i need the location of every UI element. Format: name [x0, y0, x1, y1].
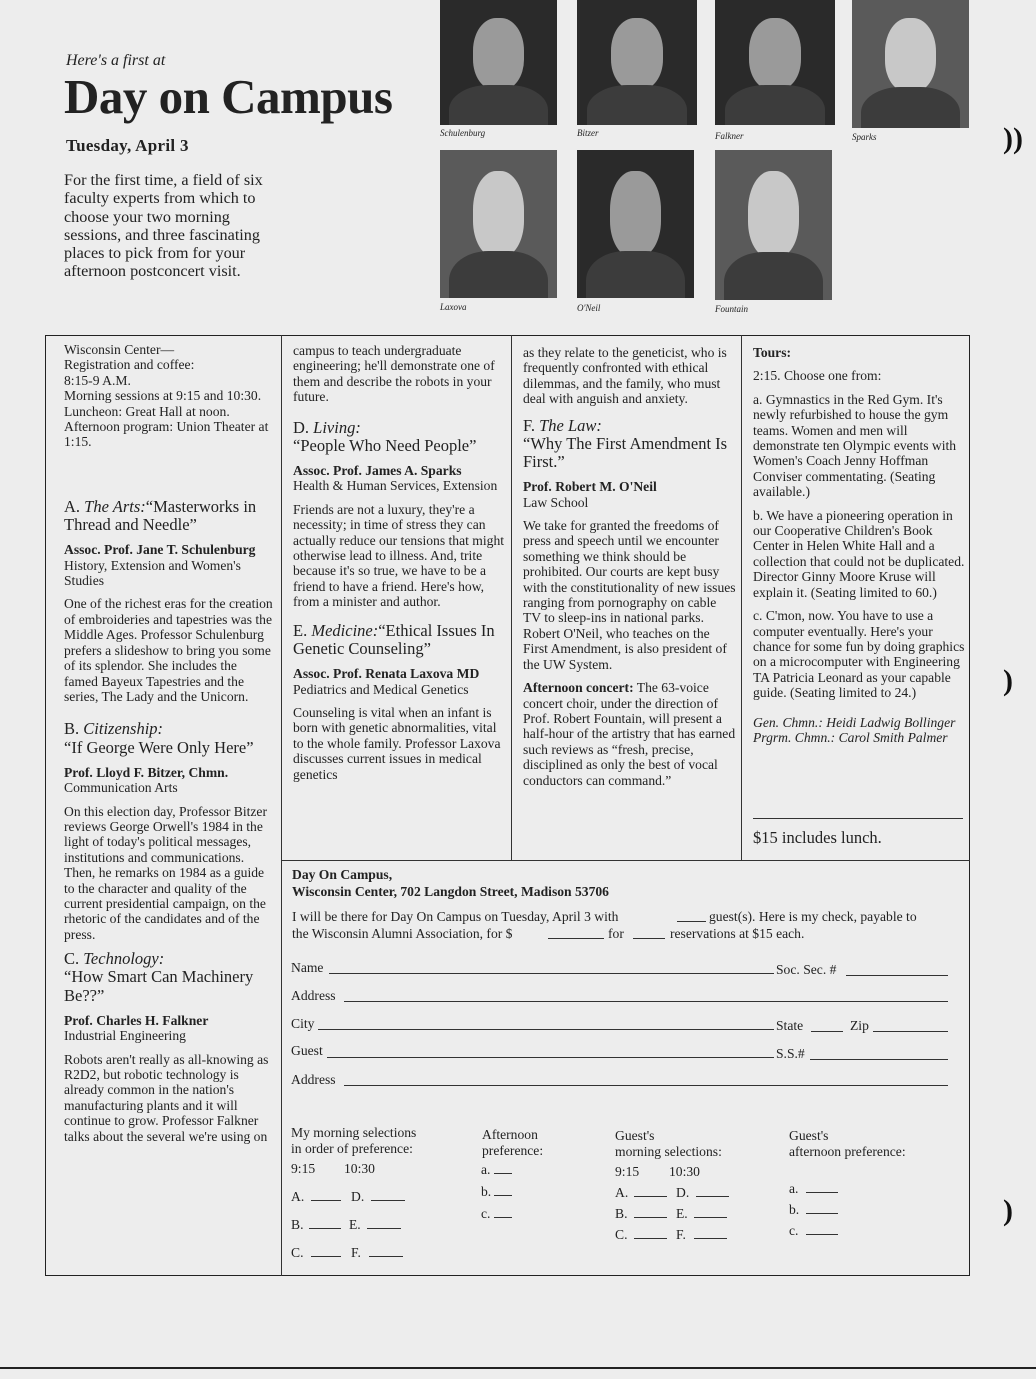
guest-address-label: Address [291, 1072, 336, 1087]
form-sentence: the Wisconsin Alumni Association, for $ [292, 926, 513, 941]
session-f-body: We take for granted the freedoms of press and speech until we encounter something we think should be prohibited. Our courts are kept busy with the constitutionality of new issues ranging from pornography on cable TV to sleep-ins in national parks. Robert O'Neil, who teaches on the First Amendment, is also president of the UW System. [523, 518, 736, 672]
caption-falkner: Falkner [715, 131, 744, 141]
guest-field[interactable] [327, 1057, 774, 1058]
afternoon-a-field[interactable] [494, 1173, 512, 1174]
guest-ss-field[interactable] [810, 1059, 948, 1060]
photo-falkner [715, 0, 835, 125]
concert-text [523, 680, 737, 788]
concert-body: The 63-voice concert choir, under the direction of Prof. Robert Fountain, will present a half-hour of the artistry that has earned such reviews as “fresh, precise, disciplined as only the best of vocal conductors can command.” [523, 680, 736, 788]
guest-option-d-label: D. [676, 1185, 690, 1200]
guest-option-a-label: A. [615, 1185, 629, 1200]
kicker: Here's a first at [66, 52, 166, 69]
session-f-heading: F. The Law: “Why The First Amendment Is First.” [523, 415, 728, 472]
price-note: $15 includes lunch. [753, 828, 882, 847]
form-rule [281, 860, 970, 861]
form-sentence: reservations at $15 each. [670, 926, 805, 941]
option-d-field[interactable] [371, 1200, 405, 1201]
guest-option-e-field[interactable] [694, 1217, 727, 1218]
guest-ss-label: S.S.# [776, 1046, 805, 1061]
photo-bitzer [577, 0, 697, 125]
session-a-dept: History, Extension and Women's Studies [64, 557, 241, 589]
guest-option-e-label: E. [676, 1206, 688, 1221]
option-e-field[interactable] [367, 1228, 401, 1229]
binder-hole-icon: )) [1003, 122, 1023, 155]
binder-hole-icon: ) [1003, 664, 1013, 697]
tour-b: b. We have a pioneering operation in our Cooperative Children's Book Center in Helen White Hall and a collection that could not be duplicated. Director Ginny Moore Kruse will explain it. (Seating limited to 60.) [753, 507, 965, 600]
photo-laxova [440, 150, 557, 298]
zip-field[interactable] [873, 1031, 948, 1032]
form-address: Wisconsin Center, 702 Langdon Street, Madison 53706 [292, 884, 609, 899]
caption-sparks: Sparks [852, 132, 877, 142]
guest-afternoon-label: Guest's [789, 1128, 829, 1143]
address-field[interactable] [344, 1001, 948, 1002]
option-c-label: C. [291, 1245, 304, 1260]
session-d-heading: D. Living: “People Who Need People” [293, 417, 477, 455]
column-4 [753, 345, 965, 745]
caption-schulenburg: Schulenburg [440, 128, 486, 138]
form-sentence: guest(s). Here is my check, payable to [709, 909, 917, 924]
afternoon-b-field[interactable] [494, 1195, 512, 1196]
option-e-label: E. [349, 1217, 361, 1232]
schedule-line: Afternoon program: Union Theater at 1:15. [64, 419, 269, 450]
guest-count-field[interactable] [677, 921, 706, 922]
guest-time-1030: 10:30 [669, 1164, 700, 1179]
guest-option-d-field[interactable] [696, 1196, 729, 1197]
session-e-continued: as they relate to the geneticist, who is frequently confronted with ethical dilemmas, and the family, who must deal with anguish and anxiety. [523, 345, 727, 407]
city-field[interactable] [318, 1029, 774, 1030]
session-e-presenter: Assoc. Prof. Renata Laxova MD [293, 666, 480, 682]
name-label: Name [291, 960, 324, 975]
guest-morning-label: morning selections: [615, 1144, 722, 1159]
session-e-body: Counseling is vital when an infant is born with genetic abnormalities, vital to the whole family. Professor Laxova discusses current issues in medical genetics [293, 704, 501, 782]
afternoon-a-label: a. [481, 1162, 491, 1177]
schedule-line: Wisconsin Center— [64, 342, 175, 357]
option-d-label: D. [351, 1189, 365, 1204]
guest-label: Guest [291, 1043, 323, 1058]
session-b-presenter: Prof. Lloyd F. Bitzer, Chmn. [64, 764, 229, 780]
morning-label: in order of preference: [291, 1141, 413, 1156]
time-1030: 10:30 [344, 1161, 375, 1176]
column-1 [64, 342, 274, 1152]
guest-afternoon-b-label: b. [789, 1202, 800, 1217]
amount-field[interactable] [548, 938, 604, 939]
tour-a: a. Gymnastics in the Red Gym. It's newly refurbished to house the gym teams. Women and men will demonstrate ten Olympic events with Women's Coach Jenny Hoffman Conviser commentating. (Seating available.) [753, 391, 957, 500]
guest-time-915: 9:15 [615, 1164, 640, 1179]
guest-morning-label: Guest's [615, 1128, 655, 1143]
session-f-dept: Law School [523, 494, 589, 510]
guest-afternoon-a-label: a. [789, 1181, 799, 1196]
soc-sec-field[interactable] [846, 975, 948, 976]
session-d-presenter: Assoc. Prof. James A. Sparks [293, 463, 462, 479]
binder-hole-icon: ) [1003, 1194, 1013, 1227]
session-c-dept: Industrial Engineering [64, 1028, 186, 1044]
column-rule [511, 335, 512, 860]
session-e-dept: Pediatrics and Medical Genetics [293, 681, 469, 697]
photo-schulenburg [440, 0, 557, 125]
afternoon-label: Afternoon [482, 1127, 538, 1142]
soc-sec-label: Soc. Sec. # [776, 962, 837, 977]
guest-option-c-field[interactable] [634, 1238, 667, 1239]
zip-label: Zip [850, 1018, 869, 1033]
option-a-label: A. [291, 1189, 305, 1204]
photo-fountain [715, 150, 832, 300]
session-d-body: Friends are not a luxury, they're a necessity; in time of stress they can actually reduce our tensions that might otherwise lead to illness. And, trite because it's so true, we have to be a friend to have a friend. Here's how, from a minister and author. [293, 501, 505, 610]
program-chairman: Prgrm. Chmn.: Carol Smith Palmer [753, 729, 948, 745]
column-rule [281, 335, 282, 1276]
schedule-line: Morning sessions at 9:15 and 10:30. [64, 388, 262, 404]
option-b-field[interactable] [309, 1228, 341, 1229]
schedule [64, 342, 274, 450]
time-915: 9:15 [291, 1161, 316, 1176]
session-d-dept: Health & Human Services, Extension [293, 478, 498, 494]
column-3 [523, 345, 737, 796]
guest-afternoon-label: afternoon preference: [789, 1144, 906, 1159]
price-rule [753, 818, 963, 819]
caption-bitzer: Bitzer [577, 128, 599, 138]
form-sentence: I will be there for Day On Campus on Tuesday, April 3 with [292, 909, 619, 924]
guest-afternoon-b-field[interactable] [806, 1213, 838, 1214]
schedule-line: 8:15-9 A.M. [64, 372, 131, 388]
guest-afternoon-a-field[interactable] [806, 1192, 838, 1193]
page-title: Day on Campus [64, 69, 393, 124]
session-c-body: Robots aren't really as all-knowing as R2D2, but robotic technology is already common in the nation's manufacturing plants and it will continue to grow. Professor Falkner talks about the several we're using on [64, 1051, 269, 1144]
intro-text: For the first time, a field of six faculty experts from which to choose your two morning sessions, and three fascinating places to pick from for your afternoon postconcert visit. [64, 171, 263, 281]
session-a-heading: A. The Arts:“Masterworks in Thread and Needle” [64, 496, 257, 535]
tours-intro: 2:15. Choose one from: [753, 368, 882, 384]
option-b-label: B. [291, 1217, 304, 1232]
afternoon-c-field[interactable] [494, 1217, 512, 1218]
column-rule [741, 335, 742, 860]
reservations-field[interactable] [633, 938, 665, 939]
afternoon-label: preference: [482, 1143, 544, 1158]
guest-afternoon-c-label: c. [789, 1223, 799, 1238]
guest-option-f-label: F. [676, 1227, 686, 1242]
state-label: State [776, 1018, 804, 1033]
name-field[interactable] [329, 973, 774, 974]
guest-option-a-field[interactable] [634, 1196, 667, 1197]
page-bottom-rule [0, 1367, 1036, 1369]
form-heading: Day On Campus, [292, 867, 393, 882]
state-field[interactable] [811, 1031, 843, 1032]
guest-option-b-label: B. [615, 1206, 628, 1221]
form-sentence: for [608, 926, 624, 941]
tours-heading: Tours: [753, 345, 792, 360]
photo-oneil [577, 150, 694, 298]
option-a-field[interactable] [311, 1200, 341, 1201]
caption-oneil: O'Neil [577, 303, 601, 313]
guest-option-b-field[interactable] [634, 1217, 667, 1218]
city-label: City [291, 1016, 315, 1031]
schedule-line: Registration and coffee: [64, 357, 195, 373]
tour-c: c. C'mon, now. You have to use a computer eventually. Here's your chance for some fun by doing graphics on a microcomputer with Engineering TA Patricia Leonard as your capable guide. (Seating limited to 24.) [753, 608, 965, 701]
guest-afternoon-c-field[interactable] [806, 1234, 838, 1235]
session-c-continued: campus to teach undergraduate engineering; he'll demonstrate one of them and describe the robots in your future. [293, 343, 495, 405]
session-a-body: One of the richest eras for the creation of embroideries and tapestries was the Middle Ages. Professor Schulenburg prefers a slideshow to bring you some of its splendor. She includes the famed Bayeux Tapestries and the series, The Lady and the Unicorn. [64, 596, 273, 704]
guest-address-field[interactable] [344, 1085, 948, 1086]
caption-fountain: Fountain [715, 304, 748, 314]
address-label: Address [291, 988, 336, 1003]
session-c-presenter: Prof. Charles H. Falkner [64, 1012, 209, 1028]
session-b-body: On this election day, Professor Bitzer reviews George Orwell's 1984 in the light of today's political messages, institutions and communications. Then, he remarks on 1984 as a guide to the character and quality of the current presidential campaign, on the rhetoric of the candidates and of the press. [64, 803, 267, 942]
session-e-heading: E. Medicine:“Ethical Issues In Genetic Counseling” [293, 620, 495, 658]
guest-option-f-field[interactable] [694, 1238, 727, 1239]
morning-label: My morning selections [291, 1125, 417, 1140]
session-b-dept: Communication Arts [64, 780, 178, 796]
option-f-field[interactable] [369, 1256, 403, 1257]
session-f-presenter: Prof. Robert M. O'Neil [523, 479, 657, 495]
column-2 [293, 343, 505, 790]
session-c-heading: C. Technology: “How Smart Can Machinery Be??” [64, 949, 254, 1005]
event-date: Tuesday, April 3 [66, 136, 189, 155]
concert-label: Afternoon concert: [523, 680, 634, 696]
general-chairman: Gen. Chmn.: Heidi Ladwig Bollinger [753, 714, 956, 730]
photo-sparks [852, 0, 969, 128]
caption-laxova: Laxova [440, 302, 467, 312]
afternoon-b-label: b. [481, 1184, 492, 1199]
schedule-line: Luncheon: Great Hall at noon. [64, 403, 230, 419]
session-b-heading: B. Citizenship: “If George Were Only Here” [64, 719, 254, 757]
option-c-field[interactable] [311, 1256, 341, 1257]
guest-option-c-label: C. [615, 1227, 628, 1242]
session-a-presenter: Assoc. Prof. Jane T. Schulenburg [64, 542, 256, 558]
option-f-label: F. [351, 1245, 361, 1260]
afternoon-c-label: c. [481, 1206, 491, 1221]
